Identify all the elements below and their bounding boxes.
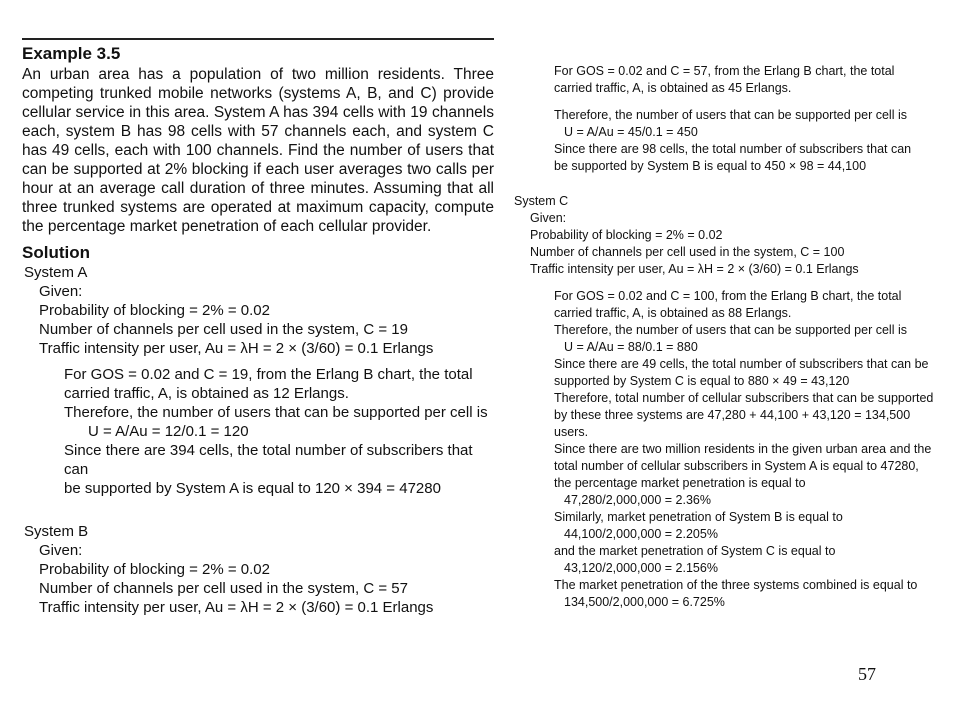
system-c-channels: Number of channels per cell used in the system, C = 100 xyxy=(530,245,845,259)
system-a-heading: System A xyxy=(24,264,88,281)
right-column xyxy=(514,63,954,611)
system-c-line: Similarly, market penetration of System B is equal to xyxy=(554,510,843,524)
system-b-line: Therefore, the number of users that can be supported per cell is xyxy=(554,108,907,122)
system-c-blocking: Probability of blocking = 2% = 0.02 xyxy=(530,228,723,242)
system-b-line: Since there are 98 cells, the total number of subscribers that can xyxy=(554,142,912,156)
system-c-line: For GOS = 0.02 and C = 100, from the Erlang B chart, the total xyxy=(554,289,902,303)
system-b-traffic: Traffic intensity per user, Au = λH = 2 × (3/60) = 0.1 Erlangs xyxy=(39,599,434,616)
system-b-blocking: Probability of blocking = 2% = 0.02 xyxy=(39,561,270,578)
system-c-equation: 43,120/2,000,000 = 2.156% xyxy=(564,561,718,575)
page-number: 57 xyxy=(858,664,876,684)
system-c-line: total number of cellular subscribers in System A is equal to 47280, xyxy=(554,459,919,473)
system-c-line: Since there are two million residents in the given urban area and the xyxy=(554,442,932,456)
system-a-blocking: Probability of blocking = 2% = 0.02 xyxy=(39,302,270,319)
system-c-line: Since there are 49 cells, the total number of subscribers that can be xyxy=(554,357,929,371)
system-a-channels: Number of channels per cell used in the system, C = 19 xyxy=(39,321,408,338)
system-b-channels: Number of channels per cell used in the system, C = 57 xyxy=(39,580,408,597)
system-a-line: be supported by System A is equal to 120 × 394 = 47280 xyxy=(64,480,441,497)
system-c-line: and the market penetration of System C is equal to xyxy=(554,544,836,558)
system-c-line: Therefore, total number of cellular subscribers that can be supported xyxy=(554,391,934,405)
system-b-heading: System B xyxy=(24,523,89,540)
system-c-equation: 134,500/2,000,000 = 6.725% xyxy=(564,595,725,609)
left-column xyxy=(22,38,494,617)
system-b-line: be supported by System B is equal to 450 × 98 = 44,100 xyxy=(554,159,867,173)
top-rule xyxy=(22,38,494,40)
system-a-line: Since there are 394 cells, the total number of subscribers that can xyxy=(64,442,473,478)
system-a-line: carried traffic, A, is obtained as 12 Erlangs. xyxy=(64,385,349,402)
system-c-equation: U = A/Au = 88/0.1 = 880 xyxy=(564,340,698,354)
system-c-line: the percentage market penetration is equal to xyxy=(554,476,806,490)
system-c-line: supported by System C is equal to 880 × 49 = 43,120 xyxy=(554,374,850,388)
system-c-traffic: Traffic intensity per user, Au = λH = 2 × (3/60) = 0.1 Erlangs xyxy=(530,262,859,276)
problem-statement: An urban area has a population of two million residents. Three competing trunked mobile networks (systems A, B, and C) provide cellular service in this area. System A has 394 cells with 19 channels each, system B has 98 cells with 57 channels each, and system C has 49 cells, each with 100 channels. Find the number of users that can be supported at 2% blocking if each user averages two calls per hour at an average call duration of three minutes. Assuming that all three trunked systems are operated at maximum capacity, compute the percentage market penetration of each cellular provider. xyxy=(22,66,494,235)
system-a-traffic: Traffic intensity per user, Au = λH = 2 × (3/60) = 0.1 Erlangs xyxy=(39,340,434,357)
system-c-equation: 44,100/2,000,000 = 2.205% xyxy=(564,527,718,541)
system-a-line: For GOS = 0.02 and C = 19, from the Erlang B chart, the total xyxy=(64,366,473,383)
system-c-given: Given: xyxy=(530,211,567,225)
solution-heading: Solution xyxy=(22,243,90,262)
system-b-given: Given: xyxy=(39,542,83,559)
system-a-line: Therefore, the number of users that can be supported per cell is xyxy=(64,404,488,421)
system-c-line: by these three systems are 47,280 + 44,100 + 43,120 = 134,500 xyxy=(554,408,911,422)
system-c-line: users. xyxy=(554,425,589,439)
system-a-given: Given: xyxy=(39,283,83,300)
system-c-line: The market penetration of the three systems combined is equal to xyxy=(554,578,918,592)
example-title: Example 3.5 xyxy=(22,44,121,63)
system-c-equation: 47,280/2,000,000 = 2.36% xyxy=(564,493,712,507)
system-c-line: Therefore, the number of users that can be supported per cell is xyxy=(554,323,907,337)
system-a-equation: U = A/Au = 12/0.1 = 120 xyxy=(88,423,249,440)
system-c-heading: System C xyxy=(514,194,569,208)
system-b-line: carried traffic, A, is obtained as 45 Erlangs. xyxy=(554,81,792,95)
system-c-line: carried traffic, A, is obtained as 88 Erlangs. xyxy=(554,306,792,320)
system-b-line: For GOS = 0.02 and C = 57, from the Erlang B chart, the total xyxy=(554,64,895,78)
system-b-equation: U = A/Au = 45/0.1 = 450 xyxy=(564,125,698,139)
